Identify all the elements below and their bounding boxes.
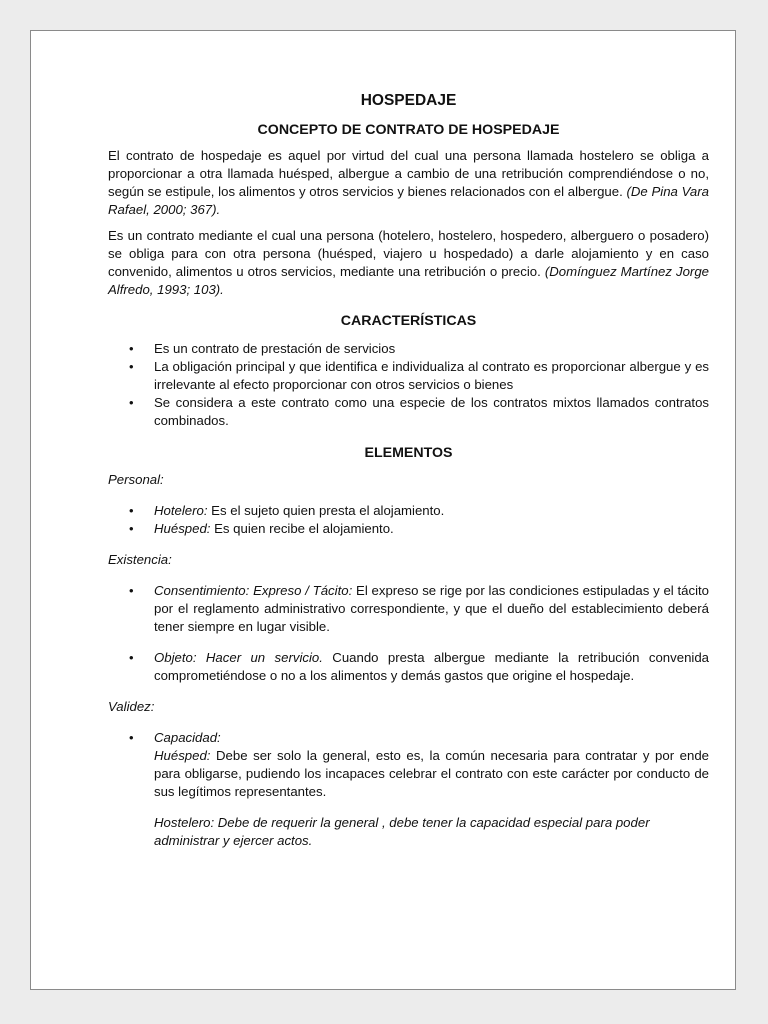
hostelero-capacity: Hostelero: Debe de requerir la general , debe tener la capacidad especial para poder administrar y ejercer actos. xyxy=(154,815,650,848)
concept-paragraph-1-text: El contrato de hospedaje es aquel por virtud del cual una persona llamada hostelero se obliga a proporcionar a otra llamada huésped, albergue a cambio de una retribución comprendiéndose o no, según se estipule, los alimentos y otros servicios y bienes relacionados con el albergue. xyxy=(108,148,709,199)
concept-paragraph-1-citation: (De Pina Vara Rafael, 2000; 367). xyxy=(108,184,709,217)
bullet-icon: • xyxy=(129,503,134,518)
huesped-capacity xyxy=(154,747,709,801)
definition: Cuando presta albergue mediante la retribución convenida comprometiéndose o no a los alimentos y demás gastos que origine el hospedaje. xyxy=(154,650,710,683)
bullet-icon: • xyxy=(129,359,134,374)
validez-list xyxy=(108,729,709,850)
existencia-list xyxy=(108,582,709,685)
term: Huésped: xyxy=(154,521,211,536)
term: Huésped: xyxy=(154,748,211,763)
list-item-text: Se considera a este contrato como una especie de los contratos mixtos llamados contratos combinados. xyxy=(154,395,709,428)
definition: Debe ser solo la general, esto es, la común necesaria para contratar y por ende para obligarse, pudiendo los incapaces celebrar el contrato con este carácter por conducto de sus legítimos representantes. xyxy=(154,748,709,799)
concept-paragraph-2 xyxy=(108,227,709,299)
bullet-icon: • xyxy=(129,395,134,410)
term: Consentimiento: Expreso / Tácito: xyxy=(154,583,353,598)
list-item xyxy=(108,582,709,636)
capacidad-label: Capacidad: xyxy=(154,730,221,745)
list-item xyxy=(108,520,709,538)
elements-heading: ELEMENTOS xyxy=(364,445,453,461)
concept-paragraph-2-text: Es un contrato mediante el cual una persona (hotelero, hostelero, hospedero, alberguero o posadero) se obliga para con otra persona (huésped, viajero u hospedado) a darle alojamiento y en caso convenido, alimentos u otros servicios, mediante una retribución o precio. xyxy=(108,228,709,279)
personal-list xyxy=(108,502,709,538)
bullet-icon: • xyxy=(129,650,134,665)
list-item xyxy=(108,340,709,358)
list-item-text: La obligación principal y que identifica e individualiza al contrato es proporcionar albergue y es irrelevante al efecto proporcionar con otros servicios o bienes xyxy=(154,359,709,392)
bullet-icon: • xyxy=(129,341,134,356)
document-content xyxy=(108,91,709,850)
list-item-text: Es un contrato de prestación de servicios xyxy=(154,341,396,356)
list-item xyxy=(108,358,709,394)
concept-paragraph-1 xyxy=(108,147,709,219)
document-page xyxy=(30,30,736,990)
existencia-label: Existencia: xyxy=(108,552,172,567)
document-title: HOSPEDAJE xyxy=(360,92,457,109)
bullet-icon: • xyxy=(129,730,134,745)
definition: Es quien recibe el alojamiento. xyxy=(210,521,394,536)
characteristics-heading: CARACTERÍSTICAS xyxy=(340,313,477,329)
bullet-icon: • xyxy=(129,583,134,598)
term: Objeto: Hacer un servicio. xyxy=(154,650,323,665)
validez-label: Validez: xyxy=(108,699,155,714)
term: Hotelero: xyxy=(154,503,208,518)
characteristics-list xyxy=(108,340,709,430)
list-item xyxy=(108,729,709,850)
list-item xyxy=(108,649,709,685)
definition: Es el sujeto quien presta el alojamiento. xyxy=(207,503,445,518)
concept-heading: CONCEPTO DE CONTRATO DE HOSPEDAJE xyxy=(257,122,560,138)
personal-label: Personal: xyxy=(108,472,164,487)
list-item xyxy=(108,394,709,430)
bullet-icon: • xyxy=(129,521,134,536)
list-item xyxy=(108,502,709,520)
definition: El expreso se rige por las condiciones estipuladas y el tácito por el reglamento administrativo correspondiente, y que el dueño del establecimiento deberá tener siempre en lugar visible. xyxy=(154,583,709,634)
concept-paragraph-2-citation: (Domínguez Martínez Jorge Alfredo, 1993; 103). xyxy=(108,264,709,297)
